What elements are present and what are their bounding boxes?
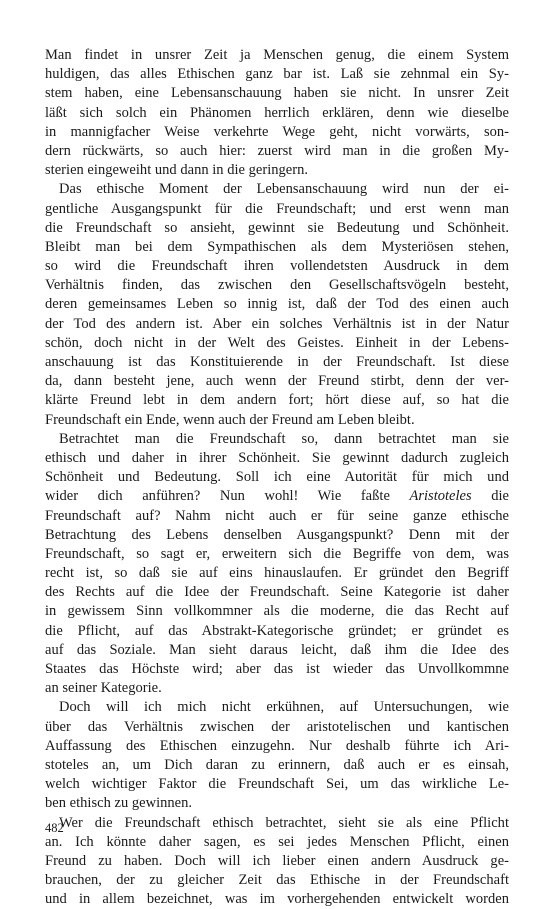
text-line: Bleibt man bei dem Sympathischen als dem Mysteriösen stehen,	[45, 238, 509, 257]
page-number: 482	[45, 820, 64, 836]
paragraph	[45, 180, 509, 429]
text-line: anschauung ist das Konstituierende in der Freundschaft. Ist diese	[45, 353, 509, 372]
text-line: in mannigfacher Weise verkehrte Wege geht, nicht vorwärts, son-	[45, 123, 509, 142]
text-line: stem haben, eine Lebensanschauung haben sie nicht. In unsrer Zeit	[45, 84, 509, 103]
body-text	[45, 46, 509, 909]
paragraph	[45, 814, 509, 909]
text-line: an seiner Kategorie.	[45, 679, 509, 698]
text-line: Betrachtet man die Freundschaft so, dann betrachtet man sie	[45, 430, 509, 449]
text-line: brauchen, der zu gleicher Zeit das Ethische in der Freundschaft	[45, 871, 509, 890]
text-line: Freundschaft, so sagt er, erweitern sich die Begriffe von dem, was	[45, 545, 509, 564]
text-line: über das Verhältnis zwischen der aristotelischen und kantischen	[45, 718, 509, 737]
paragraph	[45, 430, 509, 699]
italic-name: Aristoteles	[409, 488, 471, 504]
text-line: Staates das Höchste wird; aber das ist wieder das Unvollkommne	[45, 660, 509, 679]
text-line: gentliche Ausgangspunkt für die Freundschaft; und erst wenn man	[45, 200, 509, 219]
text-line: die Freundschaft so ansieht, gewinnt sie Bedeutung und Schönheit.	[45, 219, 509, 238]
text-line: an. Ich könnte daher sagen, es sei jedes Menschen Pflicht, einen	[45, 833, 509, 852]
text-line: recht ist, so daß sie auf eins hinauslaufen. Er gründet den Begriff	[45, 564, 509, 583]
text-line: läßt sich solch ein Phänomen herrlich erklären, denn wie dieselbe	[45, 104, 509, 123]
text-line: deren gemeinsames Leben so innig ist, daß der Tod des einen auch	[45, 295, 509, 314]
text-line: wider dich anführen? Nun wohl! Wie faßte Aristoteles die	[45, 487, 509, 506]
paragraph	[45, 698, 509, 813]
text-line: Freundschaft ein Ende, wenn auch der Freund am Leben bleibt.	[45, 411, 509, 430]
text-line: ethisch und daher in ihrer Schönheit. Sie gewinnt dadurch zugleich	[45, 449, 509, 468]
text-line: die Pflicht, auf das Abstrakt-Kategorische gründet; er gründet es	[45, 622, 509, 641]
text-line: Man findet in unsrer Zeit ja Menschen genug, die einem System	[45, 46, 509, 65]
text-line: klärte Freund lebt in dem andern fort; hört diese auf, so hat die	[45, 391, 509, 410]
text-line: Das ethische Moment der Lebensanschauung wird nun der ei-	[45, 180, 509, 199]
text-line: Freund zu haben. Doch will ich lieber einen andern Ausdruck ge-	[45, 852, 509, 871]
text-line: schön, doch nicht in der Welt des Geistes. Einheit in der Lebens-	[45, 334, 509, 353]
text-line: auf das Soziale. Man sieht daraus leicht, daß ihm die Idee des	[45, 641, 509, 660]
text-line: dern rückwärts, so auch hier: zuerst wird man in die großen My-	[45, 142, 509, 161]
text-line: Verhältnis finden, das zwischen den Gesellschaftsvögeln besteht,	[45, 276, 509, 295]
text-line: huldigen, das alles Ethischen ganz bar ist. Laß sie zehnmal ein Sy-	[45, 65, 509, 84]
text-line: Schönheit und Bedeutung. Soll ich eine Autorität für mich und	[45, 468, 509, 487]
text-line: ben ethisch zu gewinnen.	[45, 794, 509, 813]
paragraph	[45, 46, 509, 180]
text-line: Betrachtung des Lebens denselben Ausgangspunkt? Denn mit der	[45, 526, 509, 545]
text-line: stoteles an, um Dich daran zu erinnern, daß auch er es einsah,	[45, 756, 509, 775]
text-line: des Rechts auf die Idee der Freundschaft. Seine Kategorie ist daher	[45, 583, 509, 602]
text-line: und in allem bezeichnet, was im vorhergehenden entwickelt worden	[45, 890, 509, 909]
text-line: welch wichtiger Faktor die Freundschaft Sei, um das wirkliche Le-	[45, 775, 509, 794]
text-line: Doch will ich mich nicht erkühnen, auf Untersuchungen, wie	[45, 698, 509, 717]
text-line: so wird die Freundschaft ihren vollendetsten Ausdruck in dem	[45, 257, 509, 276]
text-line: in gewissem Sinn vollkommner als die moderne, die das Recht auf	[45, 602, 509, 621]
text-line: Auffassung des Ethischen einzugehn. Nur deshalb führte ich Ari-	[45, 737, 509, 756]
text-line: Freundschaft auf? Nahm nicht auch er für seine ganze ethische	[45, 507, 509, 526]
text-line: Wer die Freundschaft ethisch betrachtet, sieht sie als eine Pflicht	[45, 814, 509, 833]
text-line: sterien eingeweiht und dann in die geringern.	[45, 161, 509, 180]
text-line: da, dann besteht jene, auch wenn der Freund stirbt, denn der ver-	[45, 372, 509, 391]
text-line: der Tod des andern ist. Aber ein solches Verhältnis ist in der Natur	[45, 315, 509, 334]
